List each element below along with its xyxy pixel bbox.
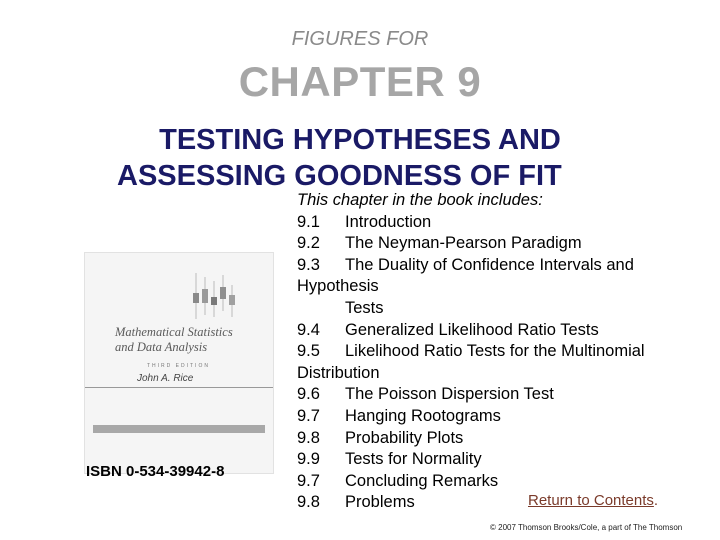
contents-item: [297, 384, 697, 406]
section-number: 9.9: [297, 450, 320, 469]
section-number: 9.8: [297, 493, 320, 512]
book-cover: [84, 252, 274, 474]
cover-title: [115, 325, 265, 355]
contents-item: [297, 255, 697, 277]
return-period: .: [653, 492, 659, 509]
section-title: Hanging Rootograms: [345, 406, 501, 425]
contents-item: [297, 233, 697, 255]
section-title: Likelihood Ratio Tests for the Multinomial: [345, 342, 645, 361]
figures-for-label: FIGURES FOR: [291, 28, 429, 50]
section-number: 9.6: [297, 385, 320, 404]
contents-heading: This chapter in the book includes:: [297, 191, 543, 209]
section-title: Generalized Likelihood Ratio Tests: [345, 320, 599, 339]
section-title: Concluding Remarks: [345, 471, 499, 490]
chapter-number: CHAPTER 9: [238, 58, 482, 105]
cover-title-line2: and Data Analysis: [115, 340, 208, 354]
return-to-contents-link[interactable]: Return to Contents: [528, 492, 654, 509]
cover-edition: THIRD EDITION: [147, 363, 210, 369]
contents-item: [297, 428, 697, 450]
section-number: 9.7: [297, 406, 320, 425]
section-number: 9.8: [297, 428, 320, 447]
section-title: The Neyman-Pearson Paradigm: [345, 234, 582, 253]
isbn-label: ISBN 0-534-39942-8: [86, 463, 225, 480]
section-title: Probability Plots: [345, 428, 464, 447]
copyright-notice: © 2007 Thomson Brooks/Cole, a part of The Thomson: [490, 523, 683, 532]
section-number: 9.5: [297, 342, 320, 361]
section-title-continued: Hypothesis: [297, 277, 379, 296]
contents-items: [297, 212, 697, 514]
contents-item: [297, 212, 697, 234]
contents-item: [297, 341, 697, 363]
section-number: 9.3: [297, 255, 320, 274]
cover-author: John A. Rice: [137, 373, 194, 384]
chapter-title-line1: TESTING HYPOTHESES AND: [159, 124, 561, 156]
section-number: 9.4: [297, 320, 320, 339]
cover-boxplot-graphic: [191, 271, 241, 321]
cover-title-line1: Mathematical Statistics: [115, 325, 233, 339]
section-title: Introduction: [345, 212, 432, 231]
contents-item: [297, 471, 697, 493]
section-title-continued: Tests: [345, 298, 384, 317]
contents-item: [297, 449, 697, 471]
cover-divider: [85, 387, 273, 388]
section-title-continued: Distribution: [297, 363, 380, 382]
section-number: 9.1: [297, 212, 320, 231]
section-number: 9.2: [297, 234, 320, 253]
cover-band: [93, 425, 265, 433]
section-number: 9.7: [297, 471, 320, 490]
section-title: The Poisson Dispersion Test: [345, 385, 554, 404]
contents-item: [297, 320, 697, 342]
contents-item: [297, 406, 697, 428]
section-title: Problems: [345, 493, 415, 512]
section-title: The Duality of Confidence Intervals and: [345, 255, 634, 274]
return-to-contents[interactable]: [528, 492, 658, 509]
contents-list: [297, 190, 697, 514]
section-title: Tests for Normality: [345, 450, 482, 469]
chapter-title-line2: ASSESSING GOODNESS OF FIT: [117, 160, 562, 192]
